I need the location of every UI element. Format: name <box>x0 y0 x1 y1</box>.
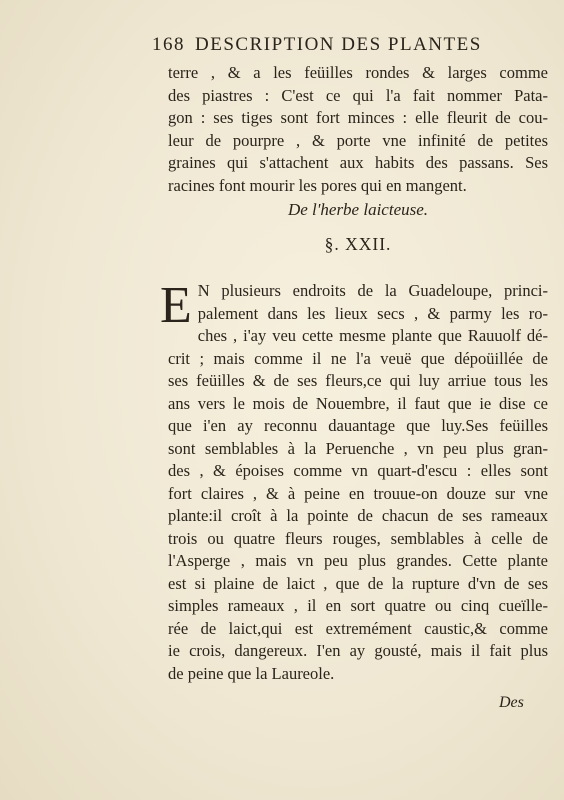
text-line: terre , & a les feüilles rondes & larges comme <box>168 63 548 82</box>
text-line: est si plaine de laict , que de la rupture d'vn de ses <box>168 573 548 593</box>
page-header <box>152 34 532 56</box>
text-line: sont semblables à la Peruenche , vn peu plus gran- <box>168 438 548 458</box>
text-line: l'Asperge , mais vn peu plus grandes. Cette plante <box>168 551 548 570</box>
text-line: crit ; mais comme il ne l'a veuë que dépoüillée de <box>168 348 548 368</box>
text-line: graines qui s'attachent aux habits des passans. Ses <box>168 153 548 172</box>
text-line: N plusieurs endroits de la Guadeloupe, princi- <box>197 281 548 300</box>
text-line: des piastres : C'est ce qui l'a fait nommer Pata- <box>168 85 548 105</box>
chapter-subtitle: De l'herbe laicteuse. <box>287 200 429 219</box>
text-line: ches , i'ay veu cette mesme plante que Rauuolf dé- <box>197 326 548 345</box>
page-number: 168 <box>152 34 185 55</box>
text-line: rée de laict,qui est extremément caustic,& comme <box>168 618 548 638</box>
drop-cap: E <box>160 277 192 334</box>
text-line: des , & époises comme vn quart-d'escu : elles sont <box>168 461 548 480</box>
text-line: fort claires , & à peine en trouue-on douze sur vne <box>168 483 548 503</box>
text-line: ses feüilles & de ses fleurs,ce qui luy arriue tous les <box>168 371 548 390</box>
catchword: Des <box>499 694 524 711</box>
text-line: leur de pourpre , & porte vne infinité de petites <box>168 130 548 150</box>
running-title: DESCRIPTION DES PLANTES <box>195 34 482 55</box>
section-heading: §. XXII. <box>324 234 392 254</box>
text-line: ans vers le mois de Nouembre, il faut que ie dise ce <box>168 393 548 413</box>
text-line: trois ou quatre fleurs rouges, semblables à celle de <box>168 528 548 548</box>
text-line: simples rameaux , il en sort quatre ou cinq cueïlle- <box>168 596 548 615</box>
continuation-paragraph <box>168 62 548 197</box>
text-line: de peine que la Laureole. <box>168 663 335 683</box>
text-line: ie crois, dangereux. I'en ay gousté, mais il fait plus <box>168 641 548 660</box>
text-line: palement dans les lieux secs , & parmy les ro- <box>197 303 548 323</box>
text-line: gon : ses tiges sont fort minces : elle fleurit de cou- <box>168 108 548 127</box>
text-line: que i'en ay reconnu dauantage que luy.Ses feüilles <box>168 416 548 435</box>
text-line: racines font mourir les pores qui en mangent. <box>168 175 467 195</box>
text-line: plante:il croît à la pointe de chacun de ses rameaux <box>168 506 548 525</box>
main-paragraph <box>160 277 548 685</box>
